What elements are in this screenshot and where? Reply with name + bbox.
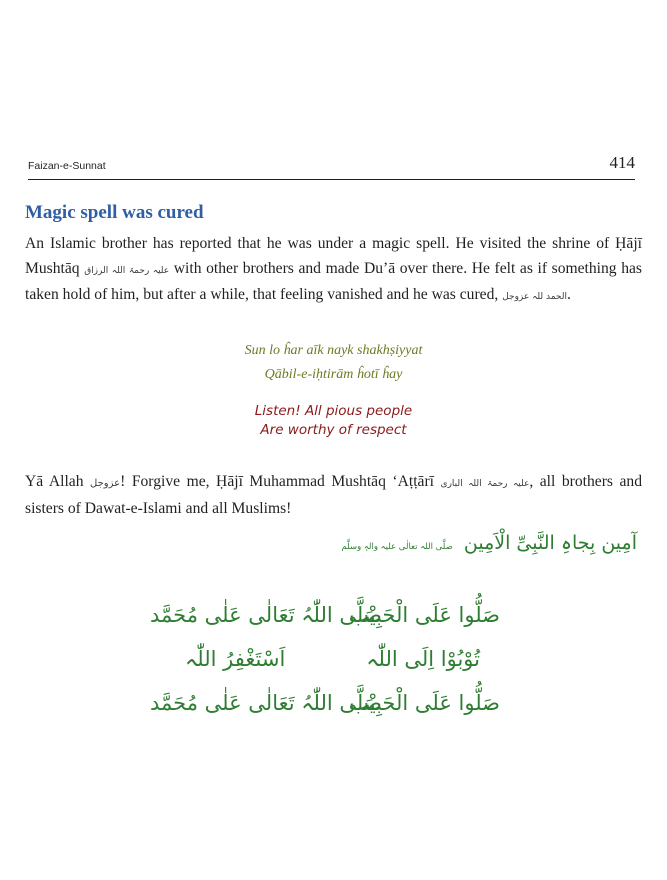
salutation-response: صَلَّی اللّٰہُ تَعَالٰی عَلٰی مُحَمَّد — [150, 603, 382, 627]
prayer-text-1: Yā Allah — [25, 473, 91, 490]
page-number: 414 — [609, 153, 635, 172]
page-header — [28, 150, 635, 180]
salutation-block — [150, 603, 500, 735]
prayer-text-3: , all brothers and sisters of Dawat-e-Islami and all Muslims! — [25, 473, 643, 517]
honorific-rahmatullah: علیہ رحمۃ اللہ الرزاق — [84, 265, 170, 276]
section-title: Magic spell was cured — [25, 202, 204, 223]
story-text-2: with other brothers and made Du’ā over there. He felt as if something has taken hold of him, but after a while, that feeling vanished and he was cured, — [25, 259, 643, 303]
repentance-response: اَسْتَغْفِرُ اللّٰہ — [185, 647, 286, 671]
story-paragraph — [25, 232, 642, 310]
salutation-call: صَلُّوا عَلَی الْحَبِیْب — [349, 691, 500, 715]
english-verse-line-1: Listen! All pious people — [254, 403, 413, 419]
prayer-paragraph — [25, 470, 642, 521]
salutation-row — [150, 691, 500, 735]
story-text-3: . — [566, 286, 571, 303]
urdu-verse-line-1: Sun lo ĥar aīk nayk shakhṣiyyat — [244, 343, 423, 358]
honorific-rahmatullah-bari: علیہ رحمۃ اللہ الباری — [440, 479, 530, 489]
salutation-row — [150, 603, 500, 647]
prophet-salutation: صلَّی اللہ تعالٰی علیہ والہٖ وسلَّم — [341, 542, 453, 552]
ameen-supplication — [342, 532, 637, 554]
ameen-text: آمِین بِجاہِ النَّبِیِّ الْاَمِین — [463, 532, 637, 554]
honorific-alhamdulillah: الحمد للہ عزوجل — [502, 292, 567, 302]
story-text-1: An Islamic brother has reported that he was under a magic spell. He visited the shrine of Ḥājī Mushtāq — [25, 235, 642, 277]
prayer-text-2: ! Forgive me, Ḥājī Muhammad Mushtāq ‘Aṭṭārī — [120, 473, 441, 490]
honorific-azza-wa-jal: عزوجل — [90, 478, 121, 489]
running-title: Faizan-e-Sunnat — [28, 160, 106, 172]
header-rule — [28, 179, 635, 180]
salutation-call: صَلُّوا عَلَی الْحَبِیْب — [349, 603, 500, 627]
salutation-row — [150, 647, 500, 691]
english-verse-line-2: Are worthy of respect — [260, 422, 407, 438]
urdu-verse-line-2: Qābil-e-iḥtirām ĥotī ĥay — [264, 367, 403, 382]
salutation-response: صَلَّی اللّٰہُ تَعَالٰی عَلٰی مُحَمَّد — [150, 691, 382, 715]
repentance-call: تُوْبُوْا اِلَی اللّٰہ — [366, 647, 480, 671]
